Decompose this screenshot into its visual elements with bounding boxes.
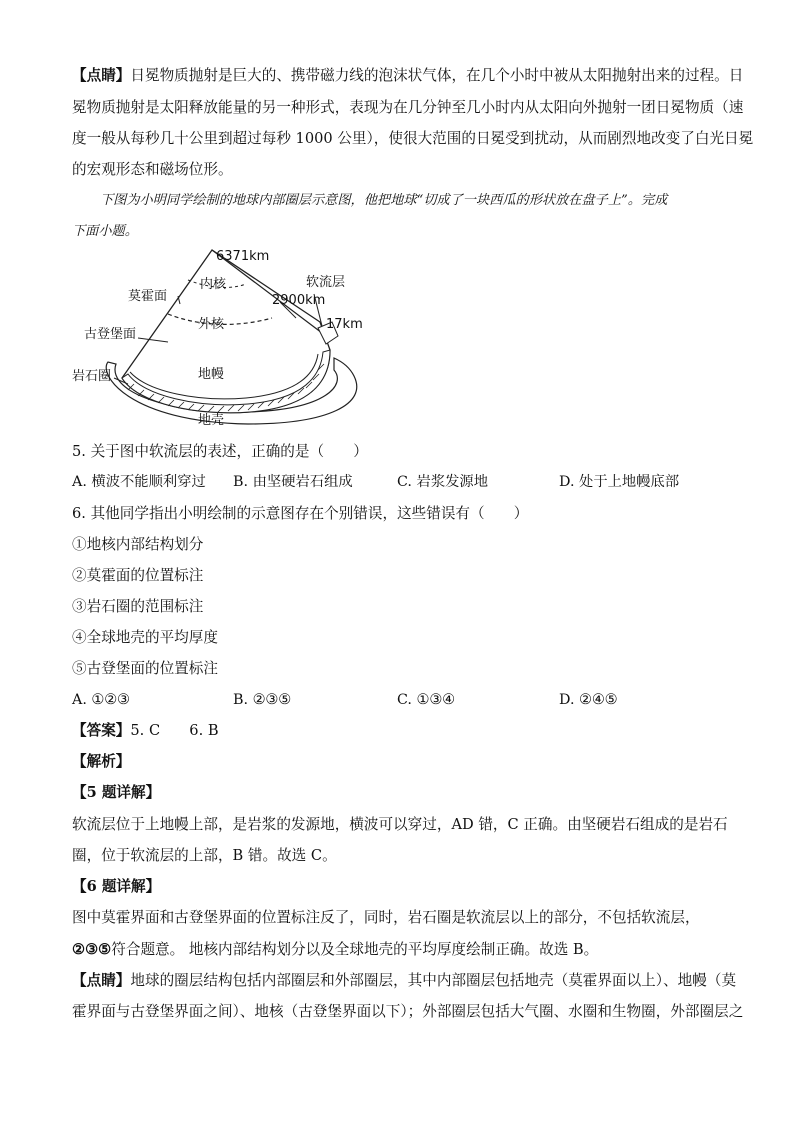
- q6-option-a: A. ①②③: [72, 692, 130, 708]
- answer-line: [72, 721, 219, 741]
- q5-option-d: D. 处于上地幔底部: [559, 474, 680, 490]
- label-gutenberg: 古登堡面: [84, 327, 137, 342]
- dianjing-line-4: 的宏观形态和磁场位形。: [72, 161, 233, 178]
- label-lithosphere: 岩石圈: [72, 369, 112, 384]
- answer-text: 5. C 6. B: [130, 722, 219, 739]
- q6-option-c: C. ①③④: [397, 692, 455, 708]
- dianjing-line-3: 度一般从每秒几十公里到超过每秒 1000 公里），使很大范围的日冕受到扰动，从而剧烈地改变了白光日冕: [72, 130, 754, 147]
- earth-interior-diagram: [68, 244, 368, 430]
- q6-item-2: ②莫霍面的位置标注: [72, 567, 204, 584]
- detail6-line-2-text: 符合题意。 地核内部结构划分以及全球地壳的平均厚度绘制正确。故选 B。: [111, 941, 599, 958]
- label-crust: 地壳: [198, 413, 225, 428]
- detail6-line-1: 图中莫霍界面和古登堡界面的位置标注反了，同时，岩石圈是软流层以上的部分，不包括软流层，: [72, 909, 700, 926]
- detail6-tag: 【6 题详解】: [72, 878, 161, 895]
- label-mantle: 地幔: [198, 367, 225, 382]
- dianjing2-tag: 【点睛】: [72, 972, 131, 989]
- label-moho: 莫霍面: [128, 289, 168, 304]
- q6-item-5: ⑤古登堡面的位置标注: [72, 660, 218, 677]
- q5-option-b: B. 由坚硬岩石组成: [233, 474, 353, 490]
- detail5-line-2: 圈，位于软流层的上部，B 错。故选 C。: [72, 847, 337, 864]
- dianjing2-line-1: [72, 971, 736, 991]
- q5-stem: 5. 关于图中软流层的表述，正确的是（ ）: [72, 443, 368, 460]
- dianjing-line-2: 冕物质抛射是太阳释放能量的另一种形式，表现为在几分钟至几小时内从太阳向外抛射一团日冕物质（速: [72, 99, 744, 116]
- label-17km: 17km: [326, 317, 363, 332]
- intro-line-1: 下图为小明同学绘制的地球内部圈层示意图，他把地球“切成了一块西瓜的形状放在盘子上”。完成: [100, 193, 668, 208]
- analysis-tag: 【解析】: [72, 753, 131, 770]
- q6-item-4: ④全球地壳的平均厚度: [72, 629, 218, 646]
- label-6371km: 6371km: [216, 249, 270, 264]
- dianjing2-text: 地球的圈层结构包括内部圈层和外部圈层，其中内部圈层包括地壳（莫霍界面以上）、地幔（莫: [130, 972, 737, 989]
- detail5-tag: 【5 题详解】: [72, 784, 161, 801]
- q5-option-a: A. 横波不能顺利穿过: [72, 474, 206, 490]
- answer-tag: 【答案】: [72, 722, 131, 739]
- q6-option-b: B. ②③⑤: [233, 692, 292, 708]
- dianjing-line-1: [72, 66, 743, 86]
- label-outer-core: 外核: [198, 317, 225, 332]
- dianjing-text: 日冕物质抛射是巨大的、携带磁力线的泡沫状气体，在几个小时中被从太阳抛射出来的过程。日: [130, 67, 744, 84]
- label-2900km: 2900km: [272, 293, 326, 308]
- q6-item-3: ③岩石圈的范围标注: [72, 598, 204, 615]
- label-asthenosphere: 软流层: [306, 275, 346, 290]
- label-inner-core: 内核: [200, 277, 227, 292]
- dianjing2-line-2: 霍界面与古登堡界面之间）、地核（古登堡界面以下）；外部圈层包括大气圈、水圈和生物圈，外部圈层之: [72, 1003, 744, 1020]
- q6-stem: 6. 其他同学指出小明绘制的示意图存在个别错误，这些错误有（ ）: [72, 505, 529, 522]
- wedge: [122, 250, 330, 413]
- q5-option-c: C. 岩浆发源地: [397, 474, 489, 490]
- q6-option-d: D. ②④⑤: [559, 692, 618, 708]
- q6-item-1: ①地核内部结构划分: [72, 536, 204, 553]
- dianjing-tag: 【点睛】: [72, 67, 131, 84]
- detail6-circled-numbers: ②③⑤: [72, 941, 112, 958]
- intro-line-2: 下面小题。: [72, 224, 138, 239]
- detail5-line-1: 软流层位于上地幔上部，是岩浆的发源地，横波可以穿过，AD 错，C 正确。由坚硬岩石组成的是岩石: [72, 816, 728, 833]
- detail6-line-2: [72, 940, 598, 960]
